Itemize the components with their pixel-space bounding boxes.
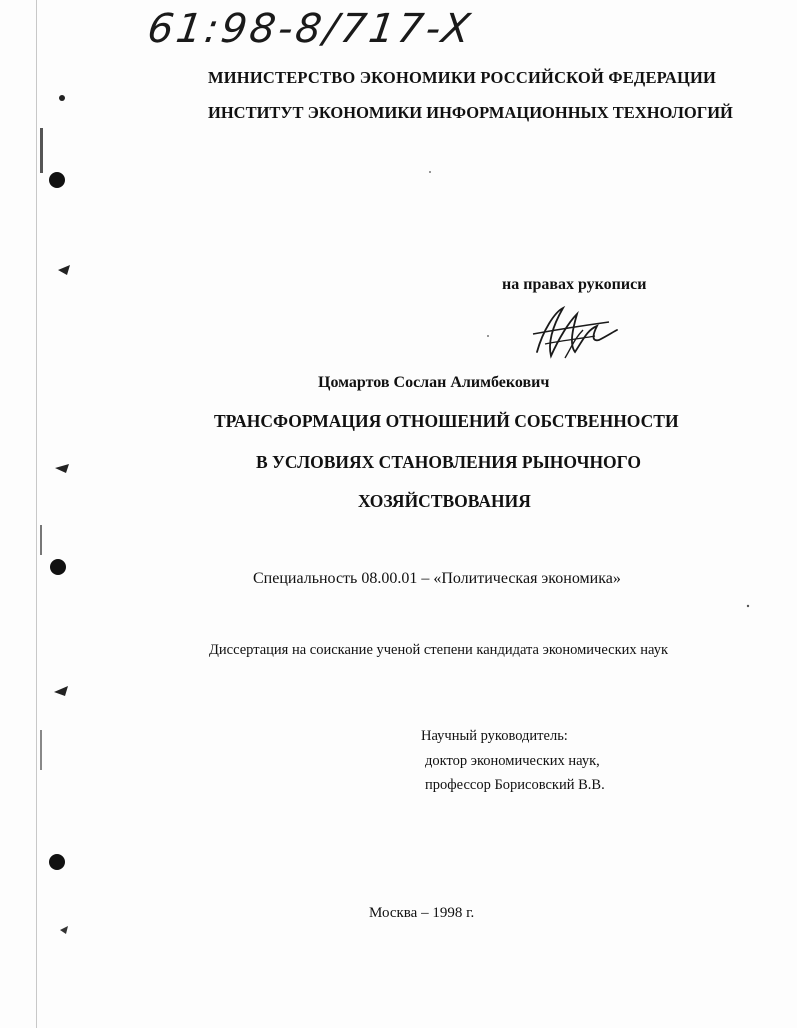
thesis-title-line-3: ХОЗЯЙСТВОВАНИЯ [358,491,531,511]
thesis-title-line-2: В УСЛОВИЯХ СТАНОВЛЕНИЯ РЫНОЧНОГО [256,452,641,472]
manuscript-rights-note: на правах рукописи [502,276,647,293]
supervisor-name: профессор Борисовский В.В. [425,777,605,793]
handwritten-signature [525,300,620,362]
specialty-line: Специальность 08.00.01 – «Политическая экономика» [253,570,621,587]
supervisor-degree: доктор экономических наук, [425,753,600,769]
library-shelf-mark: 61:98-8/717-X [144,6,476,52]
thesis-title-line-1: ТРАНСФОРМАЦИЯ ОТНОШЕНИЙ СОБСТВЕННОСТИ [214,411,679,431]
supervisor-label: Научный руководитель: [421,728,568,744]
author-name: Цомартов Сослан Алимбекович [318,374,550,391]
place-and-year: Москва – 1998 г. [369,905,475,921]
dissertation-degree-line: Диссертация на соискание ученой степени кандидата экономических наук [209,642,669,658]
institute-heading: ИНСТИТУТ ЭКОНОМИКИ ИНФОРМАЦИОННЫХ ТЕХНОЛОГИЙ [208,103,733,122]
ministry-heading: МИНИСТЕРСТВО ЭКОНОМИКИ РОССИЙСКОЙ ФЕДЕРАЦИИ [208,68,717,87]
